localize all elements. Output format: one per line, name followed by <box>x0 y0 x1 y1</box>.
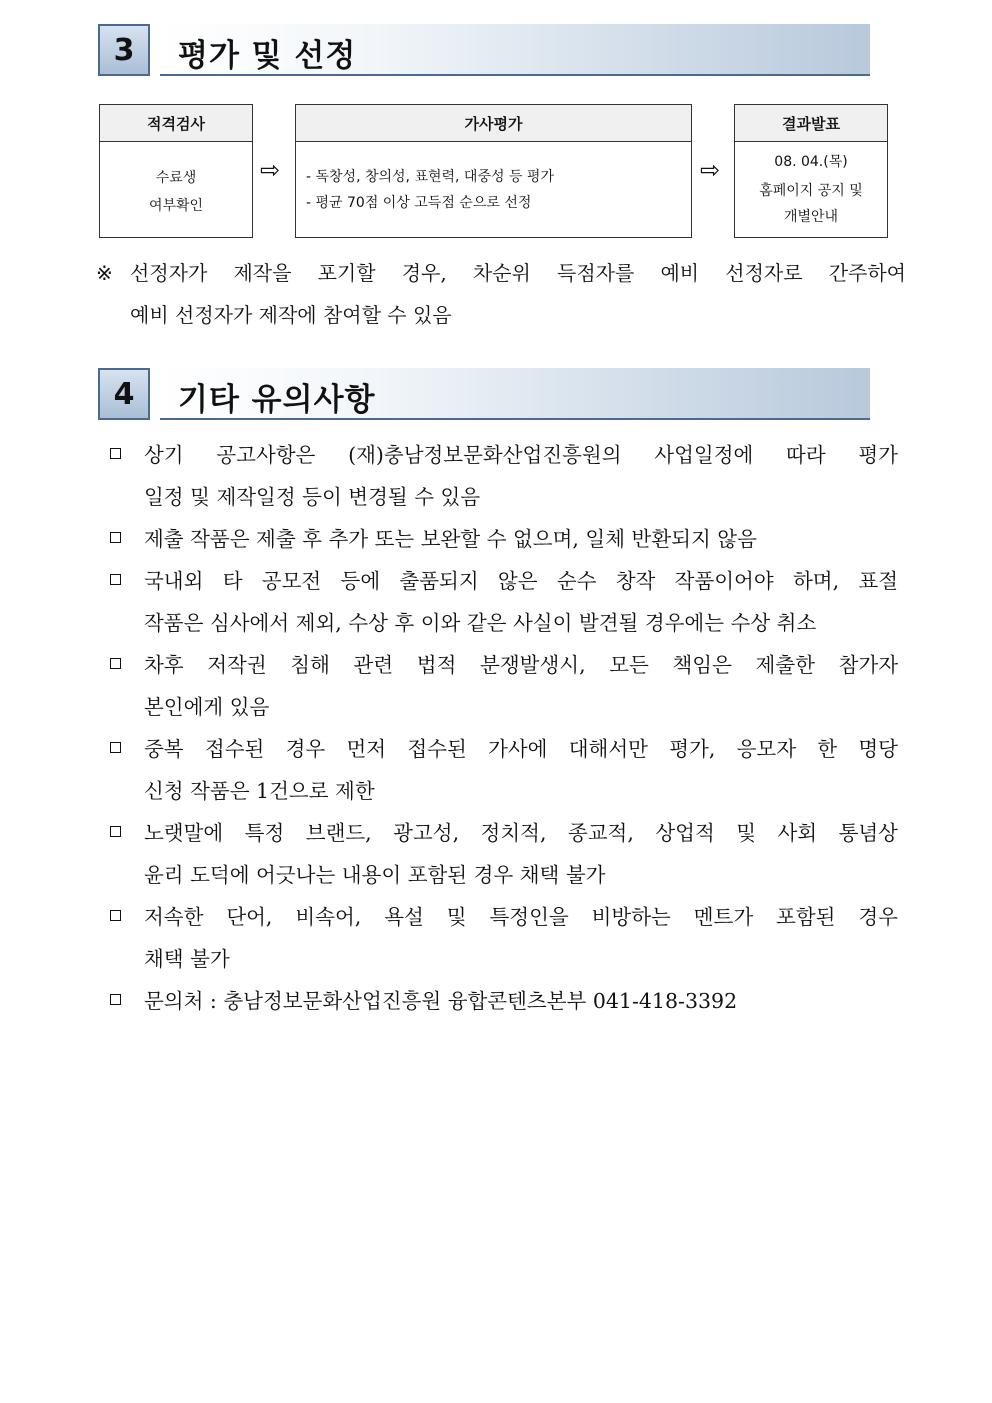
flow-arrow-icon: ⇨ <box>260 156 281 184</box>
note-line: 예비 선정자가 제작에 참여할 수 있음 <box>130 303 452 327</box>
selection-note <box>96 252 906 336</box>
list-item: 상기 공고사항은 (재)충남정보문화산업진흥원의 사업일정에 따라 평가 일정 및 제작일정 등이 변경될 수 있음 <box>108 434 898 518</box>
list-item: 노랫말에 특정 브랜드, 광고성, 정치적, 종교적, 상업적 및 사회 통념상 윤리 도덕에 어긋나는 내용이 포함된 경우 채택 불가 <box>108 812 898 896</box>
flow-step-lyrics-evaluation <box>295 104 692 238</box>
list-item: 차후 저작권 침해 관련 법적 분쟁발생시, 모든 책임은 제출한 참가자 본인에게 있음 <box>108 644 898 728</box>
contact-info: 문의처 : 충남정보문화산업진흥원 융합콘텐츠본부 041-418-3392 <box>144 989 738 1013</box>
checkbox-bullet-icon <box>110 574 121 585</box>
section-4-number: 4 <box>98 368 150 420</box>
flow-step-result-line: 홈페이지 공지 및 <box>759 183 863 199</box>
note-mark: ※ <box>96 261 113 285</box>
flow-step-lyrics-evaluation-line: - 평균 70점 이상 고득점 순으로 선정 <box>306 195 532 211</box>
checkbox-bullet-icon <box>110 532 121 543</box>
section-4-title: 기타 유의사항 <box>178 382 376 418</box>
flow-step-result-announcement-header: 결과발표 <box>735 105 887 142</box>
checkbox-bullet-icon <box>110 826 121 837</box>
list-item: 저속한 단어, 비속어, 욕설 및 특정인을 비방하는 멘트가 포함된 경우 채택 불가 <box>108 896 898 980</box>
flow-step-result-announcement <box>734 104 888 238</box>
flow-step-eligibility-header: 적격검사 <box>100 105 252 142</box>
list-item: 국내외 타 공모전 등에 출품되지 않은 순수 창작 작품이어야 하며, 표절 작품은 심사에서 제외, 수상 후 이와 같은 사실이 발견될 경우에는 수상 취소 <box>108 560 898 644</box>
notice-list <box>108 434 898 1022</box>
section-4-header <box>98 368 870 422</box>
list-item: 중복 접수된 경우 먼저 접수된 가사에 대해서만 평가, 응모자 한 명당 신청 작품은 1건으로 제한 <box>108 728 898 812</box>
flow-step-result-date: 08. 04.(목) <box>774 154 848 170</box>
flow-step-lyrics-evaluation-header: 가사평가 <box>296 105 691 142</box>
section-3-number: 3 <box>98 24 150 76</box>
checkbox-bullet-icon <box>110 658 121 669</box>
checkbox-bullet-icon <box>110 994 121 1005</box>
flow-step-result-line: 개별안내 <box>783 209 839 225</box>
list-item <box>108 980 898 1022</box>
note-line: 선정자가 제작을 포기할 경우, 차순위 득점자를 예비 선정자로 간주하여 <box>130 261 906 285</box>
checkbox-bullet-icon <box>110 742 121 753</box>
checkbox-bullet-icon <box>110 448 121 459</box>
flow-step-eligibility-line: 수료생 <box>155 170 197 186</box>
flow-step-eligibility <box>99 104 253 238</box>
flow-arrow-icon: ⇨ <box>700 156 721 184</box>
section-3-header <box>98 24 870 78</box>
checkbox-bullet-icon <box>110 910 121 921</box>
flow-step-eligibility-line: 여부확인 <box>148 198 204 214</box>
section-3-title: 평가 및 선정 <box>178 38 357 74</box>
list-item: 제출 작품은 제출 후 추가 또는 보완할 수 없으며, 일체 반환되지 않음 <box>108 518 898 560</box>
flow-step-lyrics-evaluation-line: - 독창성, 창의성, 표현력, 대중성 등 평가 <box>306 169 554 185</box>
